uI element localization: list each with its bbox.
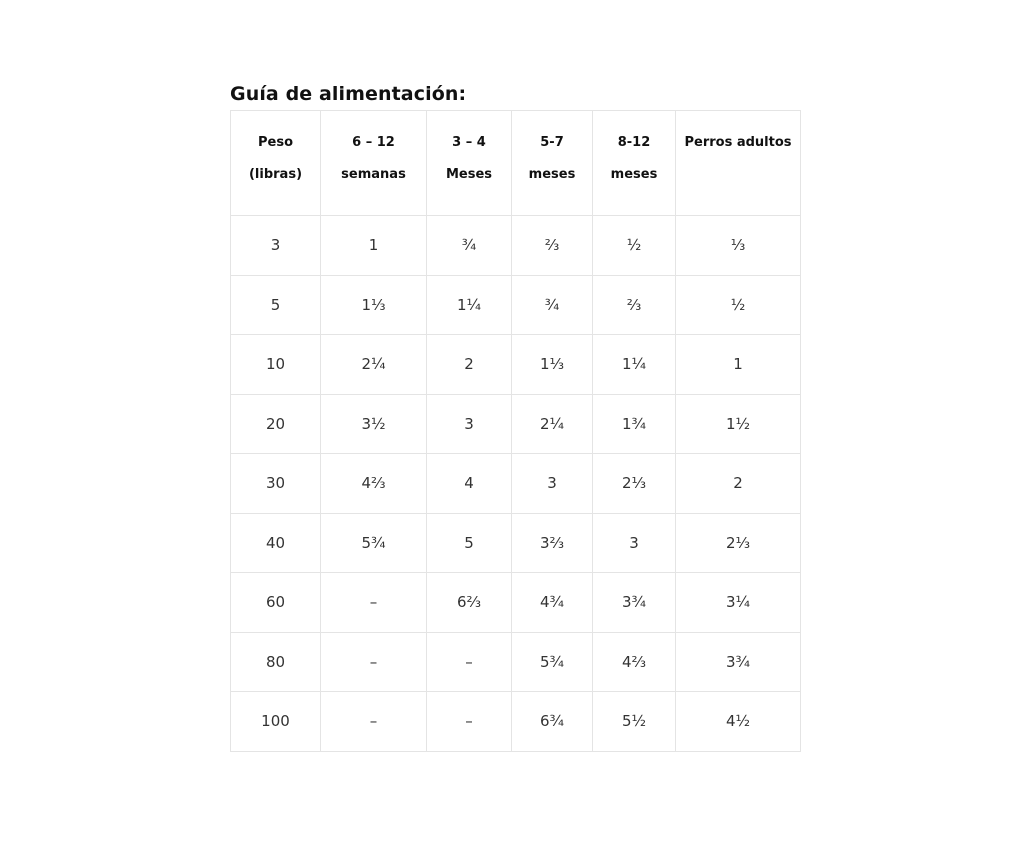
table-row xyxy=(231,632,801,692)
table-cell: 1¼ xyxy=(427,275,512,335)
table-cell: ⅓ xyxy=(676,216,801,276)
table-cell: 1½ xyxy=(676,394,801,454)
page-title: Guía de alimentación: xyxy=(230,83,467,105)
table-cell: 2¼ xyxy=(321,335,427,395)
table-cell: 30 xyxy=(231,454,321,514)
table-row xyxy=(231,275,801,335)
table-cell: 2 xyxy=(427,335,512,395)
table-cell: 5 xyxy=(427,513,512,573)
table-cell: 3 xyxy=(593,513,676,573)
feeding-guide xyxy=(230,82,800,752)
table-cell: ½ xyxy=(676,275,801,335)
table-cell: 4⅔ xyxy=(321,454,427,514)
table-cell: 5 xyxy=(231,275,321,335)
table-cell: 3¾ xyxy=(593,573,676,633)
table-cell: ⅔ xyxy=(593,275,676,335)
table-cell: 3 xyxy=(231,216,321,276)
table-cell: 2¼ xyxy=(512,394,593,454)
table-cell: 1 xyxy=(321,216,427,276)
table-cell: 100 xyxy=(231,692,321,752)
table-row xyxy=(231,513,801,573)
table-cell: – xyxy=(427,692,512,752)
table-cell: 1⅓ xyxy=(321,275,427,335)
table-row xyxy=(231,216,801,276)
table-cell: 80 xyxy=(231,632,321,692)
table-row xyxy=(231,573,801,633)
table-row xyxy=(231,394,801,454)
table-cell: 40 xyxy=(231,513,321,573)
table-cell: ½ xyxy=(593,216,676,276)
table-cell: 6⅔ xyxy=(427,573,512,633)
table-cell: 3¼ xyxy=(676,573,801,633)
table-cell: – xyxy=(321,692,427,752)
table-cell: 2⅓ xyxy=(593,454,676,514)
header-cell-weight: Peso (libras) xyxy=(231,111,321,216)
table-cell: 5¾ xyxy=(321,513,427,573)
table-cell: ⅔ xyxy=(512,216,593,276)
table-cell: 2 xyxy=(676,454,801,514)
header-cell-adult-dogs: Perros adultos xyxy=(676,111,801,216)
table-cell: 1¼ xyxy=(593,335,676,395)
table-row xyxy=(231,335,801,395)
header-cell-3-4-months: 3 – 4 Meses xyxy=(427,111,512,216)
table-cell: 10 xyxy=(231,335,321,395)
table-cell: 1⅓ xyxy=(512,335,593,395)
table-cell: 20 xyxy=(231,394,321,454)
table-cell: 3 xyxy=(512,454,593,514)
table-cell: 4¾ xyxy=(512,573,593,633)
table-cell: 1 xyxy=(676,335,801,395)
table-cell: 3¾ xyxy=(676,632,801,692)
table-cell: 5¾ xyxy=(512,632,593,692)
table-cell: 60 xyxy=(231,573,321,633)
table-cell: – xyxy=(321,632,427,692)
table-cell: 6¾ xyxy=(512,692,593,752)
table-cell: 2⅓ xyxy=(676,513,801,573)
table-header-row xyxy=(231,111,801,216)
feeding-table xyxy=(230,110,801,752)
table-cell: 1¾ xyxy=(593,394,676,454)
table-row xyxy=(231,454,801,514)
table-cell: 3½ xyxy=(321,394,427,454)
header-cell-8-12-months: 8-12 meses xyxy=(593,111,676,216)
table-cell: ¾ xyxy=(427,216,512,276)
table-cell: 4½ xyxy=(676,692,801,752)
header-cell-6-12-weeks: 6 – 12 semanas xyxy=(321,111,427,216)
table-cell: 4 xyxy=(427,454,512,514)
table-cell: 3 xyxy=(427,394,512,454)
table-row xyxy=(231,692,801,752)
header-cell-5-7-months: 5-7 meses xyxy=(512,111,593,216)
table-cell: ¾ xyxy=(512,275,593,335)
table-cell: 5½ xyxy=(593,692,676,752)
table-cell: – xyxy=(321,573,427,633)
table-cell: 4⅔ xyxy=(593,632,676,692)
table-cell: 3⅔ xyxy=(512,513,593,573)
table-cell: – xyxy=(427,632,512,692)
